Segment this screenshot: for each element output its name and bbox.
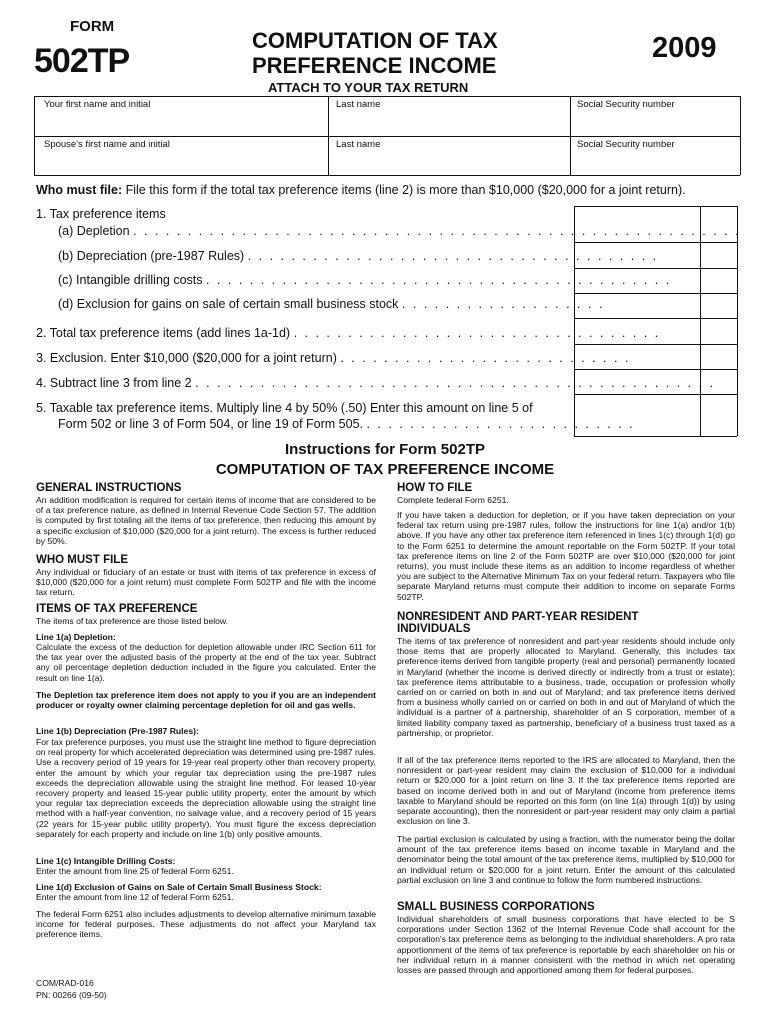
field-top-border [34,96,740,97]
part-number: PN: 00266 (09-50) [36,990,107,1000]
tax-year: 2009 [652,32,717,64]
line-1d [58,297,604,311]
depletion-note: The Depletion tax preference item does not apply to you if you are an independent producer or royalty owner claiming percentage depletion for oil and gas wells. [36,690,376,711]
nonresident-text-1: The items of tax preference of nonresident and part-year residents should include only those items that are properly allocated to Maryland. Generally, this includes tax preference items derived from tangible property (real and personal) permanently located in Maryland (whether the income is derived directly or indirectly from a trust or estate); tax preference items attributable to a business, trade, occupation or profession wholly carried on or carried on both in and out of Maryland; and tax preference items derived from a business wholly carried on or carried on both in and out of Maryland of which the individual is a partner of a partnership, shareholder of an S corporation, member of a limited liability company taxed as partnership, beneficiary of a business trust taxed as a partnership, or proprietor. [397,636,735,738]
line-1c-instructions: Enter the amount from line 25 of federal Form 6251. [36,866,234,876]
last-name-field[interactable]: Last name [336,99,381,110]
spouse-first-name-field[interactable]: Spouse's first name and initial [44,139,170,150]
federal-form-note: The federal Form 6251 also includes adjustments to develop alternative minimum taxable income for federal purposes. These adjustments do not affect your Maryland tax preference items. [36,909,376,940]
field-right-border [740,96,741,175]
box-line [574,344,737,345]
box-line [574,318,737,319]
leader-dots: . . . . . . . . . . . . . . . . . . . . . . . . . [366,417,635,431]
line-1d-label: (d) Exclusion for gains on sale of certain small business stock [58,297,399,311]
line-1d-instructions: Enter the amount from line 12 of federal Form 6251. [36,892,234,902]
leader-dots: . . . . . . . . . . . . . . . . . . . . . . . . . . . . . . . . . . . . . . . . . . . [206,273,672,287]
line-1a-label: (a) Depletion [58,224,130,238]
field-bottom-border [34,175,740,176]
amount-column-left [574,206,575,436]
line-5b [58,417,635,431]
field-divider-2 [570,96,571,175]
form-label: FORM [70,18,115,35]
general-instructions-text: An addition modification is required for certain items of income that are considered to be of a tax preference nature, as defined in Internal Revenue Code Section 57. The addition is computed by first totaling all the items of tax preference, then reducing this amount by a specific exclusion of $10,000 ($20,000 for a joint return). The excess is further reduced by 50%. [36,495,376,546]
field-left-border [34,96,35,175]
line-1c-label: (c) Intangible drilling costs [58,273,203,287]
spouse-last-name-field[interactable]: Last name [336,139,381,150]
line-4-label: 4. Subtract line 3 from line 2 [36,376,192,390]
line-1d-heading: Line 1(d) Exclusion of Gains on Sale of Certain Small Business Stock: [36,882,322,892]
box-line [574,436,737,437]
nonresident-heading: NONRESIDENT AND PART-YEAR RESIDENT [397,611,639,623]
line-1b-heading: Line 1(b) Depreciation (Pre-1987 Rules): [36,726,199,736]
who-must-file-heading: WHO MUST FILE [36,554,128,566]
leader-dots: . . . . . . . . . . . . . . . . . . . . . . . . . . . . . . . . . . . . . . . . . . . . . . . . [195,376,716,390]
leader-dots: . . . . . . . . . . . . . . . . . . . . . . . . . . . . . . . . . . . . . . [247,249,659,263]
line-1c [58,273,671,287]
line-1a [58,224,741,238]
items-heading: ITEMS OF TAX PREFERENCE [36,603,198,615]
field-divider-1 [328,96,329,175]
line-1-label: 1. Tax preference items [36,207,166,221]
amount-column-right [737,206,738,436]
cents-column-divider [700,206,701,436]
line-4 [36,376,715,390]
title-line-2: PREFERENCE INCOME [252,53,497,78]
how-to-file-heading: HOW TO FILE [397,482,473,494]
box-line [574,206,737,207]
attach-notice: ATTACH TO YOUR TAX RETURN [268,80,469,95]
leader-dots: . . . . . . . . . . . . . . . . . . . . . . . . . . . . . . . . . . [293,326,661,340]
who-must-file-label: Who must file: [36,183,123,197]
nonresident-text-2: If all of the tax preference items reported to the IRS are allocated to Maryland, then the nonresident or part-year resident may claim the exclusion of $10,000 for a individual return or $20,000 for a joint return on line 3. If the tax preference items reported are based on income derived both in and out of Maryland (income from preference items taxable to Maryland should be reported on this form (on line 1(a) through 1(d)) by using separate accounting), then the nonresident or part-year resident may only claim a partial exclusion on line 3. [397,755,735,827]
line-1c-heading: Line 1(c) Intangible Drilling Costs: [36,856,176,866]
line-1b-label: (b) Depreciation (pre-1987 Rules) [58,249,245,263]
line-1b-instructions: For tax preference purposes, you must use the straight line method to figure depreciation on real property for which accelerated depreciation was determined using pre-1987 rules. Use a recovery period of 19 years for 19-year real property other than recovery property, enter the amount by which your regular tax depreciation using the pre-1987 rules exceeds the depreciation allowable using the straight line method. For leased 10-year recovery property and leased 15-year public utility property, enter the amount by which your regular tax depreciation exceeds the depreciation allowable using the straight line method with a half-year convention, no salvage value, and a recovery period of 15 years (22 years for 15-year public utility property). You must figure the excess depreciation separately for each property and include on line 1(b) only positive amounts. [36,737,376,839]
who-must-file [36,183,686,197]
nonresident-text-3: The partial exclusion is calculated by using a fraction, with the numerator being the dollar amount of the tax preference items based on income taxable in Maryland and the denominator being the total amount of the tax preference items, multiplied by $10,000 for an individual return or $20,000 for a joint return. Enter the amount of this calculated partial exclusion on line 3 and continue to follow the form numbered instructions. [397,834,735,885]
how-to-file-text-1: Complete federal Form 6251. [397,495,509,505]
form-number: 502TP [34,42,130,80]
box-line [574,268,737,269]
who-must-file-text: File this form if the total tax preference items (line 2) is more than $10,000 ($20,000 for a joint return). [125,183,686,197]
form-code: COM/RAD-016 [36,978,94,988]
box-line [574,394,737,395]
small-business-text: Individual shareholders of small business corporations that have elected to be S corporations under Section 1362 of the Internal Revenue Code shall account for the corporation's tax preference items as belonging to the individual shareholders. A pro rata apportionment of the items of tax preference is reportable by each shareholder on his or her individual return in a manner consistent with the method in which net operating losses are passed through and apportioned among them for federal purposes. [397,914,735,976]
small-business-heading: SMALL BUSINESS CORPORATIONS [397,901,595,913]
line-5a: 5. Taxable tax preference items. Multiply line 4 by 50% (.50) Enter this amount on line 5 of [36,401,533,415]
nonresident-heading-2: INDIVIDUALS [397,623,471,635]
line-3-label: 3. Exclusion. Enter $10,000 ($20,000 for a joint return) [36,351,337,365]
line-2-label: 2. Total tax preference items (add lines 1a-1d) [36,326,291,340]
items-text: The items of tax preference are those listed below. [36,616,229,626]
box-line [574,369,737,370]
field-middle-border [34,136,740,137]
page-title [252,28,532,78]
general-instructions-heading: GENERAL INSTRUCTIONS [36,482,182,494]
line-5b-label: Form 502 or line 3 of Form 504, or line 19 of Form 505. [58,417,363,431]
box-line [574,242,737,243]
how-to-file-text-2: If you have taken a deduction for depletion, or if you have taken depreciation on your federal tax return using pre-1987 rules, follow the instructions for line 1(a) and/or 1(b) above. If you have any other tax preference item referenced in lines 1(c) through 1(d) go to the Form 6251 to determine the amount reportable on the Form 502TP. If your total tax preference items on line 2 of the Form 502TP are over $10,000 ($20,000 for joint returns), you must include these items as an addition to income regardless of whether you are subject to the Alternative Minimum Tax on your federal return. Taxpayers who file separate Maryland returns must compute their addition to income on separate Forms 502TP. [397,510,735,602]
who-must-file-instructions: Any individual or fiduciary of an estate or trust with items of tax preference in excess of $10,000 ($20,000 for a joint return) must complete Form 502TP and file with the income tax return. [36,567,376,598]
line-1a-instructions: Calculate the excess of the deduction for depletion allowable under IRC Section 611 for the tax year over the adjusted basis of the property at the end of the tax year. Subtract any oil percentage depletion deduction included in the figure you calculated. Enter the result on line 1(a). [36,642,376,683]
spouse-ssn-field[interactable]: Social Security number [577,139,675,150]
line-1b [58,249,658,263]
line-1a-heading: Line 1(a) Depletion: [36,632,116,642]
title-line-1: COMPUTATION OF TAX [252,28,498,53]
line-2 [36,326,660,340]
line-3 [36,351,630,365]
instructions-subtitle: COMPUTATION OF TAX PREFERENCE INCOME [215,461,555,478]
leader-dots: . . . . . . . . . . . . . . . . . . . . . . . . . . . [340,351,631,365]
ssn-field[interactable]: Social Security number [577,99,675,110]
box-line [574,293,737,294]
leader-dots: . . . . . . . . . . . . . . . . . . . . . . . . . . . . . . . . . . . . . . . . . . . . . . . . . . . . . . . . [133,224,741,238]
first-name-field[interactable]: Your first name and initial [44,99,151,110]
leader-dots: . . . . . . . . . . . . . . . . . . . [401,297,605,311]
instructions-title: Instructions for Form 502TP [284,441,486,458]
